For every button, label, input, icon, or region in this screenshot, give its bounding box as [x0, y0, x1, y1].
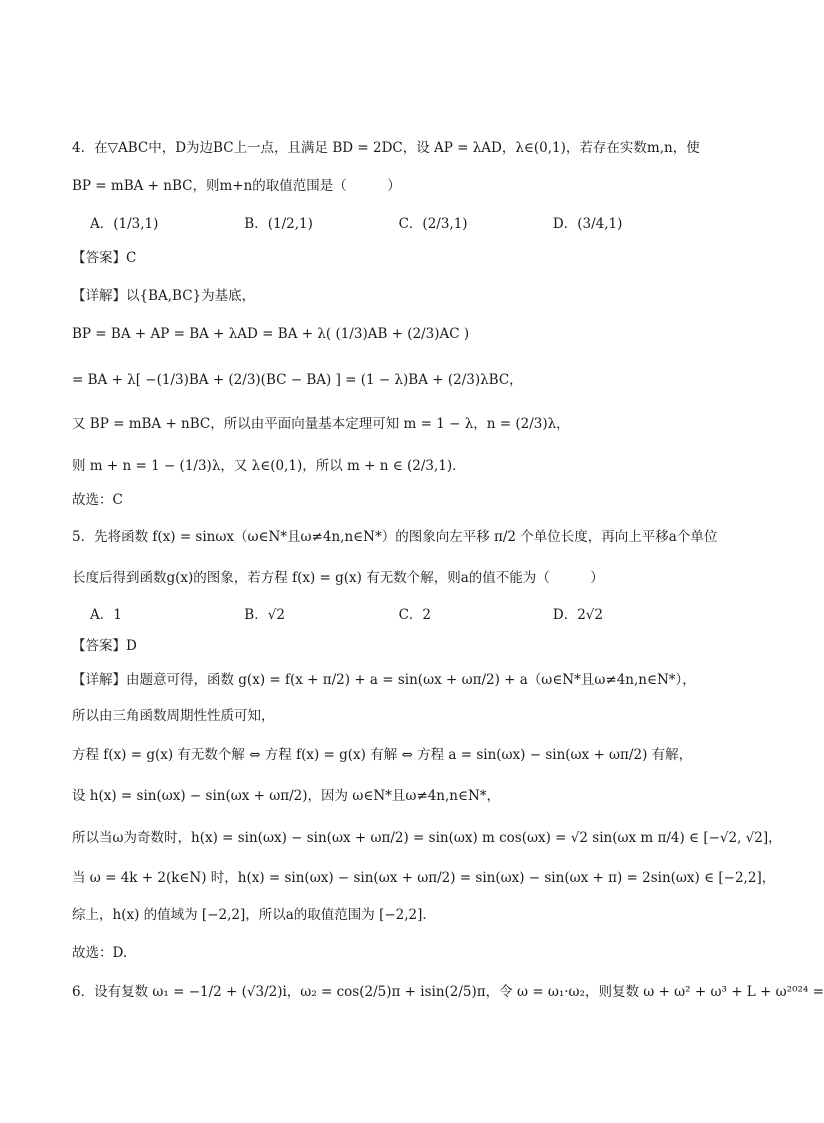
q5-detail-1: 【详解】由题意可得，函数 g(x) = f(x + π/2) + a = sin(ωx + ωπ/2) + a（ω∈N*且ω≠4n,n∈N*），	[72, 672, 696, 688]
q5-detail-3: 方程 f(x) = g(x) 有无数个解 ⇔ 方程 f(x) = g(x) 有解 ⇔ 方程 a = sin(ωx) − sin(ωx + ωπ/2) 有解，	[72, 747, 693, 763]
q4-choice-a: A．(1/3,1)	[90, 216, 159, 232]
q4-stem-line-2: BP = mBA + nBC，则m+n的取值范围是（ ）	[72, 178, 401, 194]
q5-choice-c: C．2	[398, 607, 432, 623]
q4-detail-5: 则 m + n = 1 − (1/3)λ，又 λ∈(0,1)，所以 m + n ∈ (2/3,1)．	[72, 458, 466, 474]
q4-detail-6: 故选：C	[72, 492, 123, 508]
q4-choice-b: B．(1/2,1)	[244, 216, 313, 232]
q5-stem-line-2: 长度后得到函数g(x)的图象，若方程 f(x) = g(x) 有无数个解，则a的值不能为（ ）	[72, 570, 604, 586]
q5-detail-6: 当 ω = 4k + 2(k∈N) 时，h(x) = sin(ωx) − sin(ωx + ωπ/2) = sin(ωx) − sin(ωx + π) = 2sin(ωx) ∈ [−2,2]，	[72, 870, 776, 886]
q5-detail-5: 所以当ω为奇数时，h(x) = sin(ωx) − sin(ωx + ωπ/2) = sin(ωx) m cos(ωx) = √2 sin(ωx m π/4) ∈ [−√2, √2]，	[72, 830, 782, 846]
q4-choice-c: C．(2/3,1)	[398, 216, 468, 232]
q5-detail-4: 设 h(x) = sin(ωx) − sin(ωx + ωπ/2)，因为 ω∈N*且ω≠4n,n∈N*，	[72, 788, 501, 804]
q5-detail-7: 综上，h(x) 的值域为 [−2,2]，所以a的取值范围为 [−2,2]．	[72, 907, 436, 923]
q4-detail-2: BP = BA + AP = BA + λAD = BA + λ( (1/3)AB + (2/3)AC )	[72, 326, 470, 342]
q4-choice-d: D．(3/4,1)	[552, 216, 623, 232]
q4-answer: 【答案】C	[72, 250, 137, 266]
q4-detail-1: 【详解】以{BA,BC}为基底，	[72, 288, 256, 304]
q5-choice-b: B．√2	[244, 607, 285, 623]
q4-detail-3: = BA + λ[ −(1/3)BA + (2/3)(BC − BA) ] = (1 − λ)BA + (2/3)λBC，	[72, 372, 523, 388]
q6-stem-line-1: 6．设有复数 ω₁ = −1/2 + (√3/2)i，ω₂ = cos(2/5)π + isin(2/5)π，令 ω = ω₁·ω₂，则复数 ω + ω² + ω³ + L + ω²⁰²⁴ =	[72, 984, 824, 1000]
q5-choice-a: A．1	[90, 607, 122, 623]
q4-choices	[90, 212, 730, 232]
q5-detail-2: 所以由三角函数周期性性质可知，	[72, 708, 275, 724]
q5-detail-8: 故选：D.	[72, 945, 128, 961]
q4-stem-line-1: 4．在▽ABC中，D为边BC上一点，且满足 BD = 2DC，设 AP = λAD，λ∈(0,1)，若存在实数m,n，使	[72, 140, 700, 156]
q4-detail-4: 又 BP = mBA + nBC，所以由平面向量基本定理可知 m = 1 − λ，n = (2/3)λ，	[72, 416, 570, 432]
q5-choice-d: D．2√2	[552, 607, 603, 623]
q5-answer: 【答案】D	[72, 638, 137, 654]
q5-stem-line-1: 5．先将函数 f(x) = sinωx（ω∈N*且ω≠4n,n∈N*）的图象向左平移 π/2 个单位长度，再向上平移a个单位	[72, 529, 718, 545]
q5-choices	[90, 603, 730, 623]
